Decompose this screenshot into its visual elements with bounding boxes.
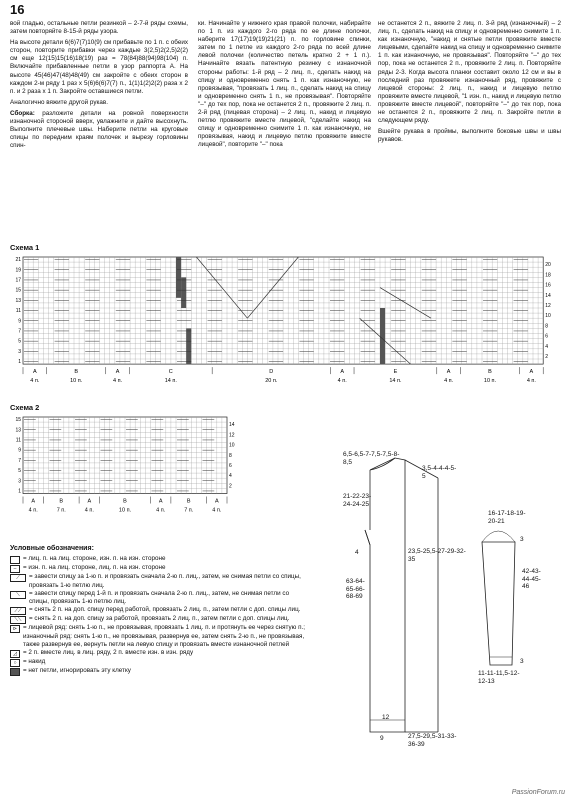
legend-item	[10, 564, 310, 573]
dim-top-width: 6,5-6,5-7-7,5-7,5-8-8,5	[343, 451, 400, 466]
row-label: 2	[229, 483, 232, 490]
row-label: 4	[545, 343, 548, 350]
row-label: 1	[18, 359, 21, 366]
row-label: 7	[18, 457, 21, 464]
legend-symbol-icon: ⟍⟍	[10, 616, 26, 624]
section-label: A	[87, 498, 92, 505]
no-stitch-cell	[380, 308, 385, 364]
paragraph: Аналогично вяжите другой рукав.	[10, 98, 108, 106]
section-label: D	[269, 369, 274, 376]
legend-symbol-icon: ⟍	[10, 591, 26, 599]
row-label: 14	[545, 292, 551, 299]
row-label: 20	[545, 262, 551, 269]
row-label: 12	[545, 302, 551, 309]
row-label: 12	[229, 432, 235, 439]
row-label: 6	[545, 333, 548, 340]
row-label: 13	[15, 297, 21, 304]
section-count: 10 п.	[70, 378, 83, 385]
legend-item	[10, 555, 310, 564]
legend-symbol-icon: ◿	[10, 650, 20, 658]
legend-item	[10, 658, 310, 667]
legend-symbol-icon: ⟋⟋	[10, 607, 26, 615]
dim-half-width: 23,5-25,5-27-29-32-35	[408, 548, 466, 563]
row-label: 15	[15, 417, 21, 424]
row-label: 15	[15, 287, 21, 294]
legend-symbol-icon: –	[10, 565, 20, 573]
paragraph: Вшейте рукава в проймы, выполните боковые швы и швы рукавов.	[378, 128, 561, 144]
section-label: A	[214, 498, 219, 505]
dim-total-length: 63-64-65-66-68-69	[346, 578, 365, 600]
legend-symbol-icon: ○	[10, 659, 20, 667]
legend-item	[10, 573, 310, 590]
legend	[10, 545, 310, 676]
text-column-2	[198, 20, 371, 153]
watermark: PassionForum.ru	[511, 789, 565, 796]
legend-text: = снять 2 п. на доп. спицу за работой, провязать 2 лиц. п., затем петли с доп. спицы лиц.	[29, 615, 290, 623]
section-count: 10 п.	[483, 378, 497, 385]
row-label: 16	[545, 282, 551, 289]
legend-text: = лиц. п. на лиц. стороне, изн. п. на изн. стороне	[23, 555, 166, 563]
scheme-1-chart	[8, 253, 560, 398]
dim-sleeve-cuff: 3	[520, 658, 524, 665]
section-label: A	[32, 369, 37, 376]
row-label: 8	[545, 323, 548, 330]
paragraph	[10, 110, 188, 150]
assembly-heading: Сборка:	[10, 109, 35, 117]
paragraph: вой гладью, остальные петли резинкой – 2-7-й ряды схемы, затем повторяйте 8-15-й ряды узора.	[10, 20, 188, 36]
row-label: 21	[15, 257, 21, 264]
section-count: 14 п.	[389, 378, 402, 385]
no-stitch-cell	[181, 277, 186, 308]
section-count: 7 п.	[184, 507, 194, 514]
row-label: 3	[18, 478, 21, 485]
scheme-2-chart	[8, 413, 258, 528]
row-label: 11	[15, 437, 21, 444]
dim-sleeve-cap: 3	[520, 536, 524, 543]
row-label: 10	[229, 442, 235, 449]
legend-text: = 2 п. вместе лиц. в лиц. ряду, 2 п. вместе изн. в изн. ряду	[23, 649, 194, 657]
row-label: 6	[229, 462, 232, 469]
section-label: A	[115, 369, 120, 376]
row-label: 5	[18, 338, 21, 345]
section-count: 7 п.	[56, 507, 66, 514]
row-label: 1	[18, 488, 21, 495]
section-label: B	[123, 498, 127, 505]
section-count: 4 п.	[337, 378, 347, 385]
scheme-1-title: Схема 1	[10, 243, 40, 252]
row-label: 13	[15, 427, 21, 434]
legend-symbol-icon	[10, 668, 20, 676]
legend-text: = завести спицу за 1-ю п. и провязать сначала 2-ю п. лиц., затем, не снимая петли со спицы, провязать 1-ю петлю лиц.	[29, 573, 301, 589]
legend-item	[10, 649, 310, 658]
no-stitch-cell	[176, 257, 181, 298]
row-label: 3	[18, 348, 21, 355]
section-count: 4 п.	[30, 378, 40, 385]
legend-text: = лицевой ряд: снять 1-ю п., не провязывая, провязать 1 лиц. п. и протянуть ее через снятую п.; изнаночный ряд: снять 1-ю п., не провязывая, развернув ее, затем снять 2-ю п., не провязывая, также развернув ее, вернуть петли на левую спицу и провязать вместе изнаночной петлей	[23, 624, 305, 649]
section-count: 4 п.	[526, 378, 536, 385]
row-label: 5	[18, 468, 21, 475]
section-label: A	[340, 369, 345, 376]
assembly-text: разложите детали на ровной поверхности изнаночной стороной вверх, увлажните и дайте высохнуть. Выполните плечевые швы. Наберите петли на круговые спицы по передним краям полочек и вырезу горловины спин-	[10, 109, 188, 150]
legend-item	[10, 590, 310, 607]
section-label: A	[446, 369, 451, 376]
section-label: A	[31, 498, 36, 505]
section-label: B	[59, 498, 64, 505]
row-label: 10	[545, 313, 551, 320]
legend-text: = завести спицу перед 1-й п. и провязать сначала 2-ю п. лиц., затем, не снимая петли со спицы, провязать 1-ю петлю лиц.	[29, 589, 290, 606]
section-label: A	[158, 498, 163, 505]
legend-symbol-icon: ⊳	[10, 625, 20, 633]
legend-item	[10, 624, 310, 649]
section-count: 14 п.	[164, 378, 177, 385]
legend-text: = изн. п. на лиц. стороне, лиц. п. на изн. стороне	[23, 564, 166, 572]
legend-item	[10, 667, 310, 676]
section-count: 4 п.	[113, 378, 123, 385]
no-stitch-cell	[186, 328, 191, 364]
paragraph: На высоте детали 6(6)7(7)10(9) см прибавьте по 1 п. с обеих сторон, повторите прибавки через каждые 3(2,5)2(2,5)2(2) см еще 12(15)15(16)18(19) раз = 78(84)88(94)98(104) п. Включайте прибавленные петли в узор раппорта A. На высоте 45(46)47(48)48(49) см закройте с обеих сторон в каждом 2-м ряду 1 раз x 5(6)6(6)7(7) п., 1(1)1(2)2(2) раза x 2 п. и 2 раза x 1 п. Закройте оставшиеся петли.	[10, 39, 188, 95]
section-label: C	[168, 369, 173, 376]
dim-shoulder: 3,5-4-4-4-5-5	[422, 465, 457, 480]
row-label: 17	[15, 277, 21, 284]
row-label: 9	[18, 318, 21, 325]
dim-bottom-width: 27,5-29,5-31-33-36-39	[408, 733, 457, 748]
legend-symbol-icon: ⟋	[10, 574, 26, 582]
section-count: 4 п.	[84, 507, 94, 514]
row-label: 18	[545, 272, 551, 279]
section-label: B	[74, 369, 79, 376]
legend-symbol-icon	[10, 556, 20, 564]
text-column-1	[10, 20, 188, 153]
row-label: 11	[15, 308, 21, 315]
row-label: 9	[18, 447, 21, 454]
legend-text: = накид	[23, 658, 46, 666]
dim-sleeve-length: 42-43-44-45-46	[522, 568, 541, 590]
section-label: B	[186, 498, 191, 505]
row-label: 7	[18, 328, 21, 335]
legend-text: = нет петли, игнорировать эту клетку	[23, 667, 131, 675]
scheme-2-title: Схема 2	[10, 403, 40, 412]
paragraph: ки. Начинайте у нижнего края правой полочки, набирайте по 1 п. из каждого 2-го ряда по ее длине полочки, наберите 17(17)19(19)21(21) п. по горловине спинки, затем по 1 петле из каждого 2-го ряда по всей длине левой полочки (количество петель кратно 2 + 1 п.). Начинайте вязать патентную резинку с изнаночной стороны работы: 1-й ряд – 2 лиц. п., сделать накид на спицу и одновременно снять 1 п. как изнаночную, не провязывая, "провязать 1 лиц. п., сделать накид на спицу и одновременно снять 1 п., не провязывая". Повторяйте "–" до тех пор, пока не останется 2 п., провяжите 2 лиц. п. 2-й ряд (лицевая сторона) – 2 лиц. п., накид и лицевую петлю провяжите вместе лицевой, "сделайте накид на спицу и одновременно снимите 1 п. как изнаночную, не провязывая, накид и лицевую петлю провяжите вместе лицевой", повторите "–" пока	[198, 20, 371, 149]
text-column-3	[378, 20, 561, 147]
dim-front-length: 21-22-23-24-24-25	[343, 493, 372, 508]
dim-bottom-side: 9	[380, 735, 384, 742]
legend-title: Условные обозначения:	[10, 545, 94, 552]
row-label: 2	[545, 353, 548, 360]
section-label: E	[393, 369, 398, 376]
section-label: A	[529, 369, 534, 376]
section-count: 4 п.	[28, 507, 38, 514]
dim-sleeve-top: 16-17-18-19-20-21	[488, 510, 526, 525]
section-count: 20 п.	[265, 378, 278, 385]
row-label: 8	[229, 452, 232, 459]
section-count: 4 п.	[444, 378, 454, 385]
row-label: 4	[229, 473, 232, 480]
section-label: B	[488, 369, 492, 376]
dim-sleeve-bottom: 11-11-11,5-12-12-13	[478, 670, 520, 685]
page-number: 16	[10, 2, 25, 17]
section-count: 4 п.	[156, 507, 166, 514]
section-count: 4 п.	[212, 507, 222, 514]
row-label: 14	[229, 422, 235, 429]
paragraph: не останется 2 п., вяжите 2 лиц. п. 3-й ряд (изнаночный) – 2 лиц. п., сделать накид на спицу и одновременно снимите 1 п. как изнаночную, "накид и снятые петли провяжите вместе лицевыми, сделайте накид на спицу и одновременно снимите 1 п. как изнаночную, не провязывая". Повторяйте "–" до тех пор, пока не останется 2 п., провяжите 2 лиц. п. Повторяйте ряды 2-3. Когда высота планки составит около 12 см и вы в последний раз провяжете изнаночный ряд, провяжите с лицевой стороны: 2 лиц. п., накид и лицевую петлю провяжите вместе лицевой, "1 изн. п., накид и лицевую петлю провяжите вместе лицевой", повторяйте "–" до тех пор, пока не останется 2 п., провяжите 2 лиц. п. Закройте петли в следующем ряду.	[378, 20, 561, 125]
legend-text: = снять 2 п. на доп. спицу перед работой, провязать 2 лиц. п., затем петли с доп. спицы лиц.	[29, 606, 301, 614]
dim-neck-drop: 4	[355, 549, 359, 556]
dim-bottom-band: 12	[382, 714, 390, 721]
row-label: 19	[15, 267, 21, 274]
section-count: 10 п.	[118, 507, 132, 514]
